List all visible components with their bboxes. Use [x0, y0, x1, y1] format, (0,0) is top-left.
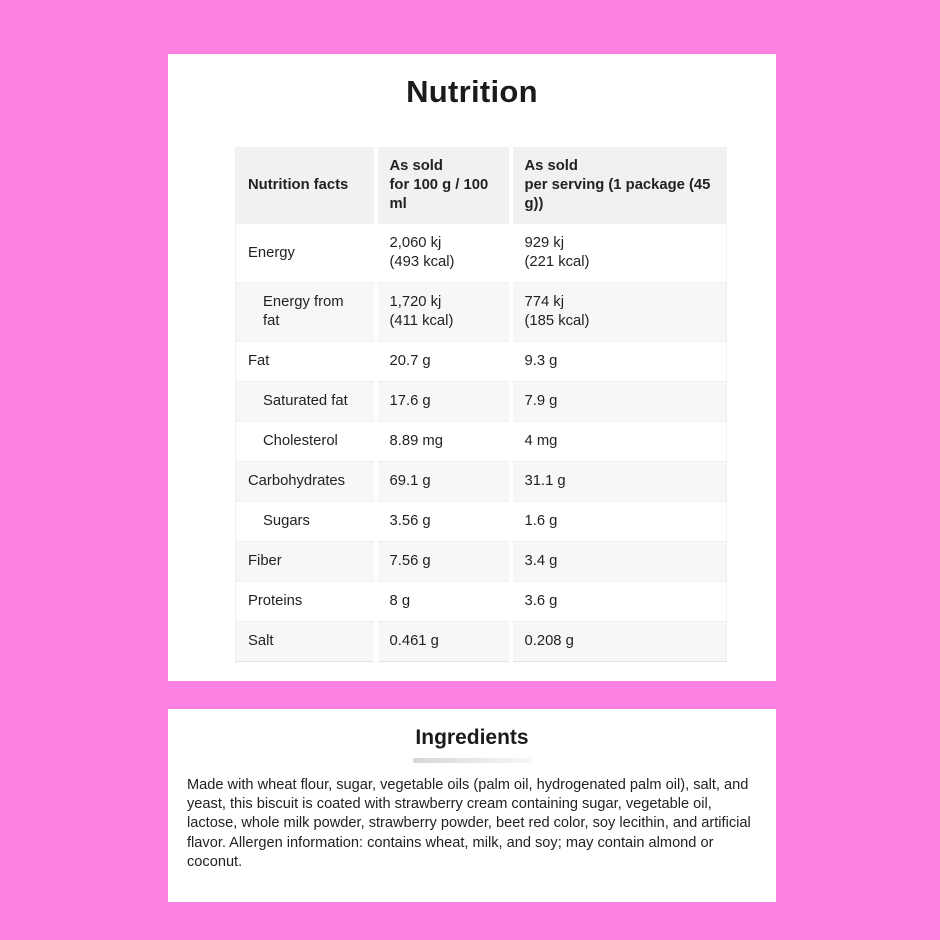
value-per-100g: 7.56 g: [376, 542, 511, 582]
ingredients-section-title: Ingredients: [415, 726, 529, 749]
value-per-100g: 20.7 g: [376, 342, 511, 382]
value-per-100g: 0.461 g: [376, 622, 511, 662]
header-label: Nutrition facts: [248, 177, 349, 193]
value-per-serving: 774 kj (185 kcal): [511, 283, 727, 342]
value-per-100g: 69.1 g: [376, 462, 511, 502]
value-per-serving: 1.6 g: [511, 502, 727, 542]
row-fiber: [236, 542, 727, 582]
nutrition-card: [168, 54, 776, 681]
value-per-serving: 3.4 g: [511, 542, 727, 582]
row-carbohydrates: [236, 462, 727, 502]
value-per-serving: 9.3 g: [511, 342, 727, 382]
row-label: Saturated fat: [236, 382, 376, 422]
value-per-serving: 4 mg: [511, 422, 727, 462]
value-per-serving: 929 kj (221 kcal): [511, 224, 727, 283]
title-divider: [413, 758, 531, 763]
nutrition-section-title: Nutrition: [406, 74, 538, 109]
ingredients-text: Made with wheat flour, sugar, vegetable oils (palm oil, hydrogenated palm oil), salt, and yeast, this biscuit is coated with strawberry cream containing sugar, vegetable oil, lactose, whole milk powder, strawberry powder, beet red color, soy lecithin, and artificial flavor. Allergen information: contains wheat, milk, and soy; may contain almond or coconut.: [187, 777, 751, 870]
value-per-serving: 31.1 g: [511, 462, 727, 502]
value-per-serving: 7.9 g: [511, 382, 727, 422]
ingredients-card: [168, 709, 776, 902]
row-label: Proteins: [236, 582, 376, 622]
row-proteins: [236, 582, 727, 622]
row-label: Fiber: [236, 542, 376, 582]
value-per-100g: 8 g: [376, 582, 511, 622]
row-salt: [236, 622, 727, 662]
row-label: Cholesterol: [236, 422, 376, 462]
table-header-row: [236, 148, 727, 224]
row-energy: [236, 224, 727, 283]
value-per-serving: 3.6 g: [511, 582, 727, 622]
row-sugars: [236, 502, 727, 542]
row-label: Carbohydrates: [236, 462, 376, 502]
header-nutrition-facts: [236, 148, 376, 224]
value-per-100g: 2,060 kj (493 kcal): [376, 224, 511, 283]
row-energy-from-fat: [236, 283, 727, 342]
header-as-sold-100g: As sold for 100 g / 100 ml: [376, 148, 511, 224]
value-per-serving: 0.208 g: [511, 622, 727, 662]
row-label: Energy: [236, 224, 376, 283]
header-as-sold-per-serving: As sold per serving (1 package (45 g)): [511, 148, 727, 224]
row-fat: [236, 342, 727, 382]
nutrition-facts-table: [235, 147, 727, 662]
value-per-100g: 1,720 kj (411 kcal): [376, 283, 511, 342]
value-per-100g: 3.56 g: [376, 502, 511, 542]
row-saturated-fat: [236, 382, 727, 422]
row-label: Energy from fat: [236, 283, 376, 342]
value-per-100g: 17.6 g: [376, 382, 511, 422]
row-cholesterol: [236, 422, 727, 462]
row-label: Sugars: [236, 502, 376, 542]
row-label: Salt: [236, 622, 376, 662]
value-per-100g: 8.89 mg: [376, 422, 511, 462]
row-label: Fat: [236, 342, 376, 382]
